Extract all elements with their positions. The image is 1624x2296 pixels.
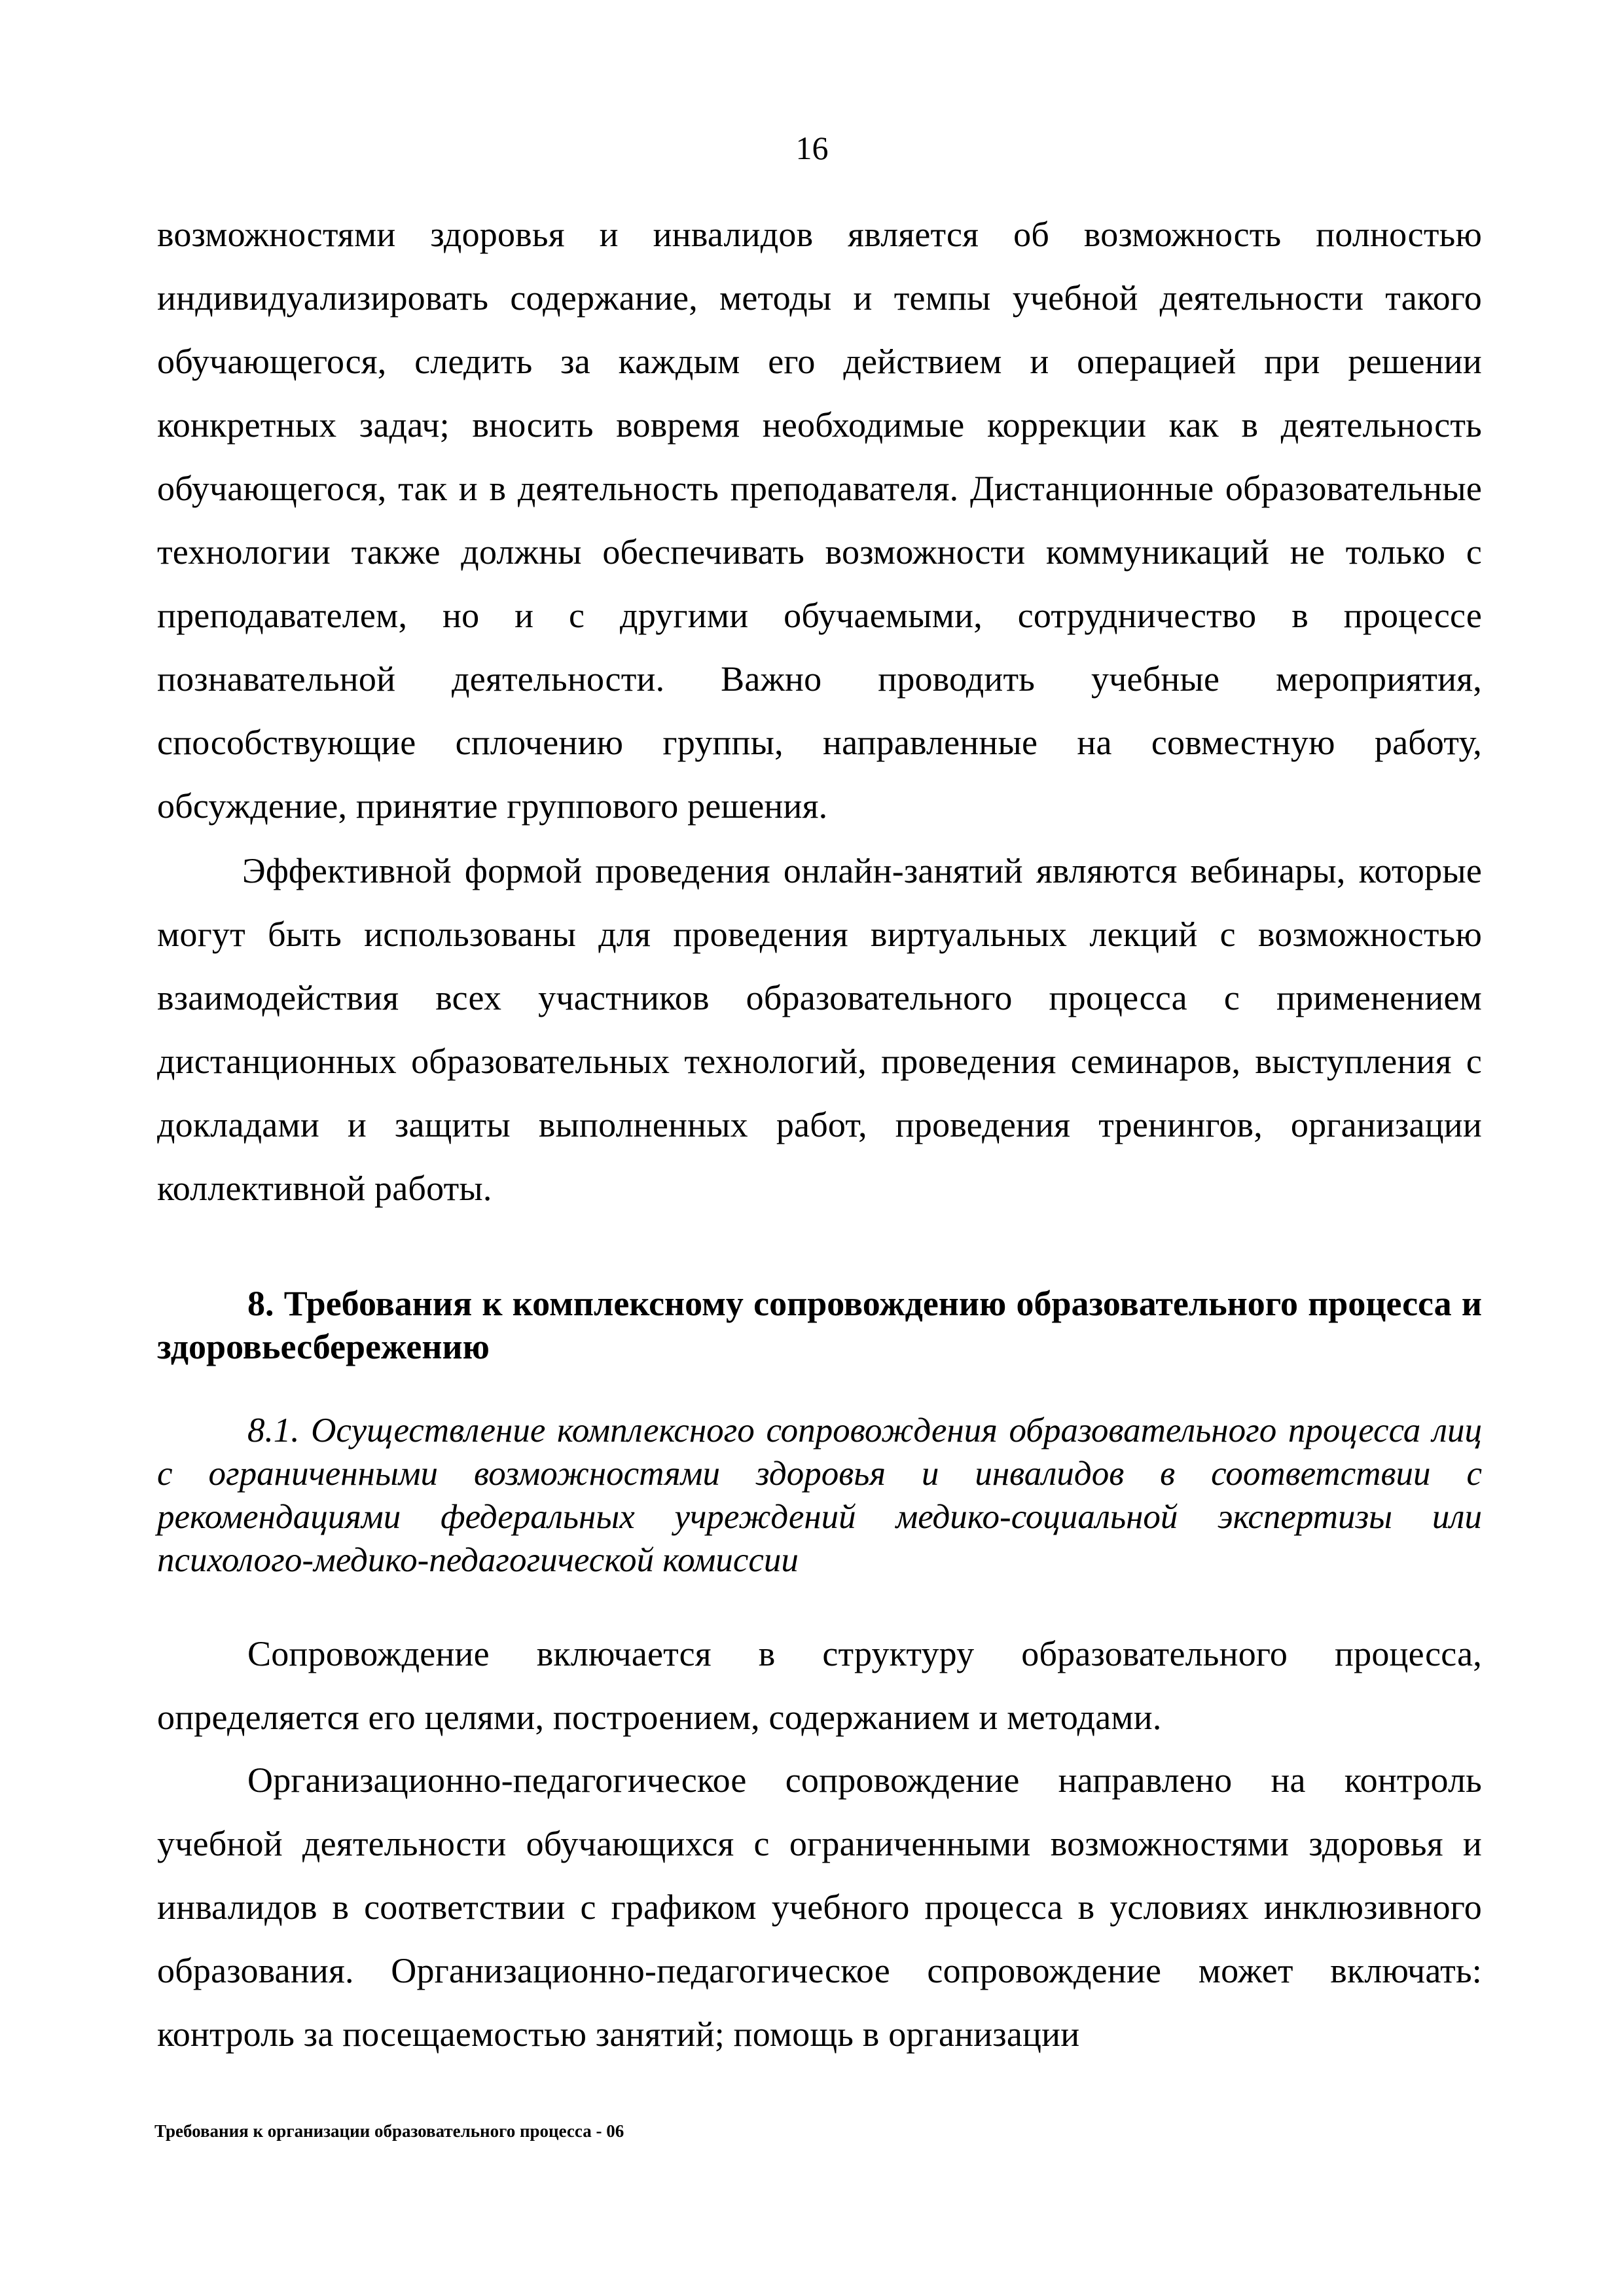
paragraph-webinars: Эффективной формой проведения онлайн-занятий являются вебинары, которые могут быть использованы для проведения виртуальных лекций с возможностью взаимодействия всех участников образовательного процесса с применением дистанционных образовательных технологий, проведения семинаров, выступления с докладами и защиты выполненных работ, проведения тренингов, организации коллективной работы. [157,851,1482,1208]
section-heading: 8. Требования к комплексному сопровождению образовательного процесса и здоровьесбережению [157,1284,1482,1366]
subsection-heading: 8.1. Осуществление комплексного сопровождения образовательного процесса лиц с ограниченными возможностями здоровья и инвалидов в соответствии с рекомендациями федеральных учреждений медико-социальной экспертизы или психолого-медико-педагогической комиссии [157,1412,1482,1579]
page-number: 16 [795,130,829,166]
paragraph-support-structure: Сопровождение включается в структуру образовательного процесса, определяется его целями, построением, содержанием и методами. [157,1634,1482,1737]
page-footer: Требования к организации образовательного процесса - 06 [154,2121,624,2141]
paragraph-organizational-support: Организационно-педагогическое сопровождение направлено на контроль учебной деятельности обучающихся с ограниченными возможностями здоровья и инвалидов в соответствии с графиком учебного процесса в условиях инклюзивного образования. Организационно-педагогическое сопровождение может включать: контроль за посещаемостью занятий; помощь в организации [157,1760,1482,2054]
paragraph-continuation: возможностями здоровья и инвалидов является об возможность полностью индивидуализировать содержание, методы и темпы учебной деятельности такого обучающегося, следить за каждым его действием и операцией при решении конкретных задач; вносить вовремя необходимые коррекции как в деятельность обучающегося, так и в деятельность преподавателя. Дистанционные образовательные технологии также должны обеспечивать возможности коммуникаций не только с преподавателем, но и с другими обучаемыми, сотрудничество в процессе познавательной деятельности. Важно проводить учебные мероприятия, способствующие сплочению группы, направленные на совместную работу, обсуждение, принятие группового решения. [157,215,1482,826]
